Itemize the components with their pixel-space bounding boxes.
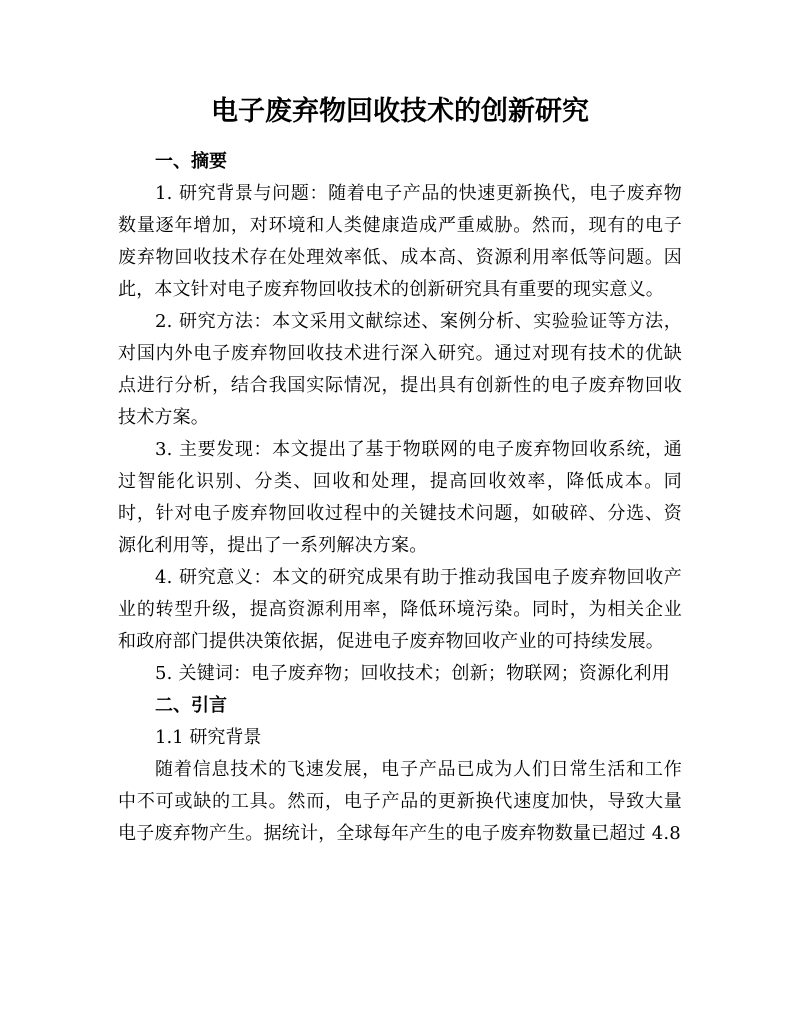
document-title: 电子废弃物回收技术的创新研究 [211,96,589,127]
subsection-heading-background: 1.1 研究背景 [155,727,262,748]
abstract-paragraph-method: 2. 研究方法：本文采用文献综述、案例分析、实验验证等方法，对国内外电子废弃物回收技术进行深入研究。通过对现有技术的优缺点进行分析，结合我国实际情况，提出具有创新性的电子废弃物回收技术方案。 [118,311,682,428]
section-abstract [118,146,682,690]
section-heading-abstract: 一、摘要 [155,151,227,172]
introduction-paragraph: 随着信息技术的飞速发展，电子产品已成为人们日常生活和工作中不可或缺的工具。然而，电子产品的更新换代速度加快，导致大量电子废弃物产生。据统计，全球每年产生的电子废弃物数量已超过 4.8 [118,759,682,844]
document-page [118,92,682,850]
section-heading-introduction: 二、引言 [155,695,227,716]
abstract-paragraph-findings: 3. 主要发现：本文提出了基于物联网的电子废弃物回收系统，通过智能化识别、分类、回收和处理，提高回收效率，降低成本。同时，针对电子废弃物回收过程中的关键技术问题，如破碎、分选、资源化利用等，提出了一系列解决方案。 [118,439,682,556]
abstract-paragraph-background: 1. 研究背景与问题：随着电子产品的快速更新换代，电子废弃物数量逐年增加，对环境和人类健康造成严重威胁。然而，现有的电子废弃物回收技术存在处理效率低、成本高、资源利用率低等问题。因此，本文针对电子废弃物回收技术的创新研究具有重要的现实意义。 [118,183,682,300]
section-introduction [118,690,682,850]
abstract-paragraph-keywords: 5. 关键词：电子废弃物；回收技术；创新；物联网；资源化利用 [155,663,670,684]
abstract-paragraph-significance: 4. 研究意义：本文的研究成果有助于推动我国电子废弃物回收产业的转型升级，提高资源利用率，降低环境污染。同时，为相关企业和政府部门提供决策依据，促进电子废弃物回收产业的可持续发展。 [118,567,682,652]
